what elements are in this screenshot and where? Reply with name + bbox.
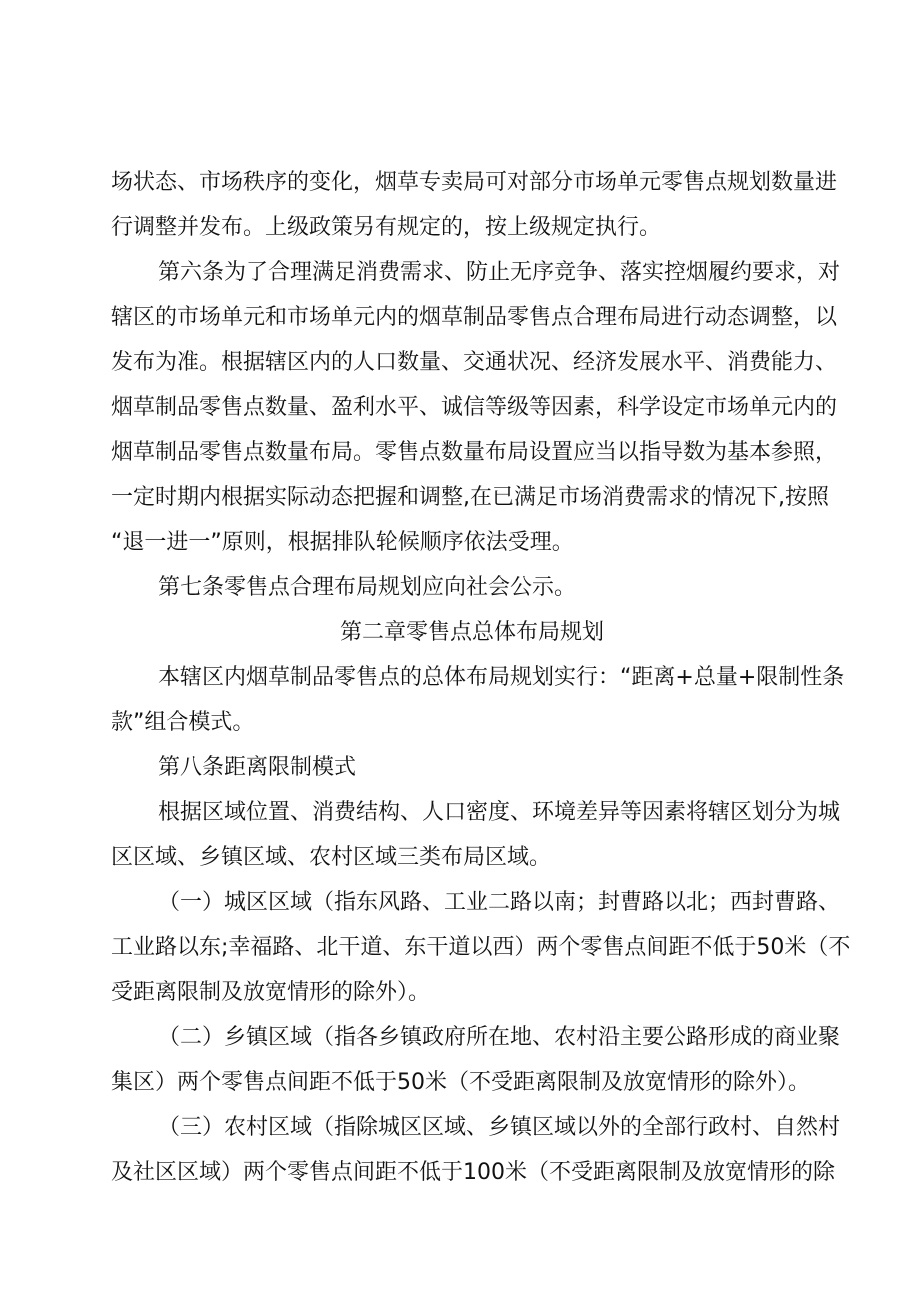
text-line: 款”组合模式。 (111, 710, 255, 735)
text-line: （三）农村区域（指除城区区域、乡镇区域以外的全部行政村、自然村 (158, 1115, 841, 1140)
text-line: 区区域、乡镇区域、农村区域三类布局区域。 (111, 845, 552, 870)
text-line: “退一进一”原则，根据排队轮候顺序依法受理。 (111, 530, 574, 555)
article-6-heading: 第六条为了合理满足消费需求、防止无序竞争、落实控烟履约要求，对 (158, 260, 841, 285)
text-line: （一）城区区域（指东风路、工业二路以南；封曹路以北；西封曹路、 (158, 890, 841, 915)
text-line: 根据区域位置、消费结构、人口密度、环境差异等因素将辖区划分为城 (158, 800, 841, 825)
text-line: 一定时期内根据实际动态把握和调整,在已满足市场消费需求的情况下,按照 (111, 485, 829, 510)
text-line: 发布为准。根据辖区内的人口数量、交通状况、经济发展水平、消费能力、 (111, 350, 838, 375)
text-line: 场状态、市场秩序的变化，烟草专卖局可对部分市场单元零售点规划数量进 (111, 170, 838, 195)
text-line: 及社区区域）两个零售点间距不低于100米（不受距离限制及放宽情形的除 (111, 1160, 835, 1185)
text-line: 辖区的市场单元和市场单元内的烟草制品零售点合理布局进行动态调整，以 (111, 305, 838, 330)
text-line: 工业路以东;幸福路、北干道、东干道以西）两个零售点间距不低于50米（不 (111, 935, 851, 960)
chapter-2-title: 第二章零售点总体布局规划 (340, 620, 605, 645)
article-7-heading: 第七条零售点合理布局规划应向社会公示。 (158, 575, 577, 600)
text-line: 集区）两个零售点间距不低于50米（不受距离限制及放宽情形的除外）。 (111, 1070, 810, 1095)
text-line: （二）乡镇区域（指各乡镇政府所在地、农村沿主要公路形成的商业聚 (158, 1025, 841, 1050)
text-line: 烟草制品零售点数量布局。零售点数量布局设置应当以指导数为基本参照， (111, 440, 838, 465)
text-line: 行调整并发布。上级政策另有规定的，按上级规定执行。 (111, 215, 662, 240)
text-line: 受距离限制及放宽情形的除外）。 (111, 980, 431, 1005)
text-line: 烟草制品零售点数量、盈利水平、诚信等级等因素，科学设定市场单元内的 (111, 395, 838, 420)
text-line: 本辖区内烟草制品零售点的总体布局规划实行：“距离+总量+限制性条 (158, 665, 845, 690)
article-8-heading: 第八条距离限制模式 (158, 755, 357, 780)
